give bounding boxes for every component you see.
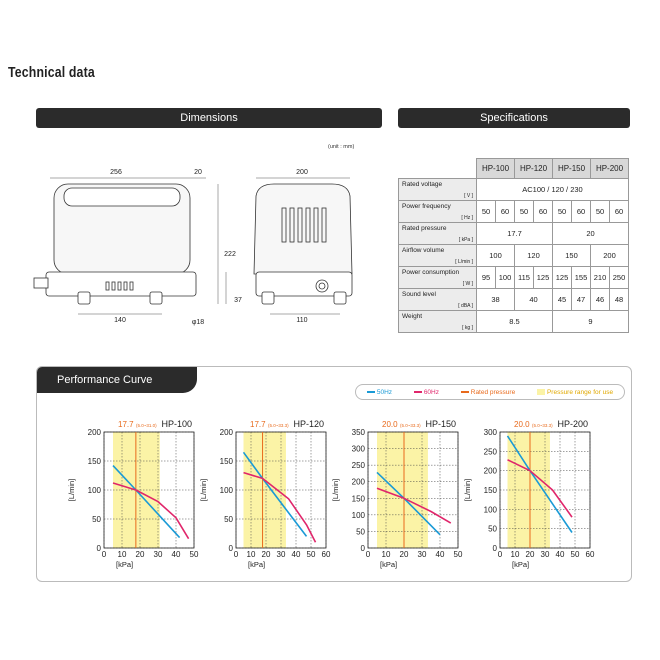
- spec-value-cell: 210: [591, 266, 610, 288]
- x-tick-label: 10: [246, 550, 256, 559]
- y-tick-label: 150: [87, 457, 101, 466]
- rated-pressure-label: 17.7: [118, 420, 134, 429]
- x-tick-label: 0: [365, 550, 371, 559]
- spec-value-cell: 9: [553, 310, 629, 332]
- x-tick-label: 0: [101, 550, 107, 559]
- spec-value-cell: 100: [496, 266, 515, 288]
- dim-label-width: 200: [296, 169, 308, 176]
- spec-value-cell: 150: [553, 244, 591, 266]
- spec-value-cell: 50: [515, 200, 534, 222]
- spec-value-cell: 38: [477, 288, 515, 310]
- pressure-range-band: [377, 432, 428, 548]
- spec-label-text: Weight: [402, 312, 423, 320]
- spec-label-text: Sound level: [402, 290, 436, 298]
- x-tick-label: 50: [570, 550, 580, 559]
- x-tick-label: 20: [525, 550, 535, 559]
- chart-legend: [355, 384, 625, 400]
- y-tick-label: 200: [219, 428, 233, 437]
- spec-label-text: Rated voltage: [402, 180, 443, 188]
- y-tick-label: 300: [483, 428, 497, 437]
- legend-label-rated: Rated pressure: [470, 388, 516, 396]
- specifications-header: [398, 108, 630, 128]
- dim-label-offset: 20: [194, 169, 202, 176]
- x-tick-label: 40: [435, 550, 445, 559]
- y-axis-label: [L/min]: [199, 478, 208, 502]
- unit-note: (unit : mm): [328, 144, 355, 150]
- x-tick-label: 30: [276, 550, 286, 559]
- legend-item-range: [537, 389, 613, 396]
- dim-label-length: 256: [110, 169, 122, 176]
- legend-swatch-range: [537, 389, 545, 395]
- chart-hp-120: [198, 412, 334, 572]
- y-tick-label: 100: [483, 505, 497, 515]
- dim-label-outlet-dia: φ18: [191, 319, 205, 326]
- y-tick-label: 250: [483, 447, 497, 457]
- dimension-drawing: [30, 160, 360, 330]
- spec-row: [399, 266, 629, 288]
- y-tick-label: 50: [488, 524, 497, 534]
- spec-value-cell: 46: [591, 288, 610, 310]
- legend-item-60hz: [414, 389, 439, 396]
- x-tick-label: 30: [540, 550, 550, 559]
- spec-value-cell: 125: [553, 266, 572, 288]
- spec-row-label: [399, 178, 477, 200]
- spec-model-header: HP-150: [553, 159, 591, 179]
- x-tick-label: 40: [291, 550, 301, 559]
- y-tick-label: 0: [96, 544, 101, 553]
- spec-unit-text: [ kPa ]: [458, 236, 473, 243]
- spec-label-text: Power consumption: [402, 268, 460, 276]
- y-tick-label: 50: [224, 515, 233, 524]
- side-foot-left: [78, 292, 90, 304]
- x-tick-label: 20: [135, 550, 145, 559]
- spec-unit-text: [ L/min ]: [455, 258, 473, 265]
- spec-value-cell: AC100 / 120 / 230: [477, 178, 629, 200]
- front-foot-left: [262, 292, 274, 304]
- spec-row: [399, 178, 629, 200]
- dim-label-base-height: 37: [234, 297, 242, 304]
- pressure-range-label: (5.0~33.3): [532, 423, 553, 428]
- front-view-body: [254, 184, 352, 274]
- x-tick-label: 50: [306, 550, 316, 559]
- chart-title: HP-150: [425, 419, 456, 429]
- spec-unit-text: [ dBA ]: [458, 302, 473, 309]
- rated-pressure-label: 17.7: [250, 420, 266, 429]
- chart-title: HP-100: [161, 419, 192, 429]
- chart-hp-100: [66, 412, 202, 572]
- y-tick-label: 50: [92, 515, 101, 524]
- x-axis-label: [kPa]: [248, 560, 266, 569]
- x-axis-label: [kPa]: [512, 560, 530, 569]
- spec-value-cell: 20: [553, 222, 629, 244]
- pressure-range-label: (5.0~33.3): [268, 423, 289, 428]
- spec-value-cell: 200: [591, 244, 629, 266]
- x-tick-label: 60: [585, 550, 595, 559]
- side-view-top: [64, 188, 180, 206]
- legend-swatch-60hz: [414, 391, 422, 393]
- y-tick-label: 200: [351, 477, 365, 487]
- spec-value-cell: 120: [515, 244, 553, 266]
- dimensions-header: [36, 108, 382, 128]
- spec-value-cell: 47: [572, 288, 591, 310]
- x-axis-label: [kPa]: [116, 560, 134, 569]
- x-tick-label: 0: [497, 550, 503, 559]
- spec-row-label: [399, 200, 477, 222]
- y-tick-label: 300: [351, 444, 365, 454]
- spec-model-header: HP-200: [591, 159, 629, 179]
- spec-value-cell: 60: [572, 200, 591, 222]
- performance-header: [37, 367, 197, 393]
- front-foot-right: [334, 292, 346, 304]
- performance-header-label: Performance Curve: [57, 374, 153, 386]
- legend-item-rated: [461, 389, 515, 396]
- x-tick-label: 20: [261, 550, 271, 559]
- y-tick-label: 150: [351, 494, 365, 504]
- spec-value-cell: 50: [553, 200, 572, 222]
- x-tick-label: 20: [399, 550, 409, 559]
- x-tick-label: 10: [510, 550, 520, 559]
- spec-value-cell: 17.7: [477, 222, 553, 244]
- spec-label-text: Rated pressure: [402, 224, 447, 232]
- specifications-table: [398, 158, 629, 333]
- x-tick-label: 50: [189, 550, 199, 559]
- spec-value-cell: 40: [515, 288, 553, 310]
- dimensions-header-label: Dimensions: [180, 112, 238, 124]
- legend-swatch-50hz: [367, 391, 375, 393]
- dim-label-foot-width: 110: [296, 317, 308, 324]
- specifications-header-label: Specifications: [480, 112, 548, 124]
- y-tick-label: 200: [483, 466, 497, 476]
- legend-label-50hz: 50Hz: [376, 388, 393, 396]
- y-tick-label: 0: [228, 544, 233, 553]
- x-axis-label: [kPa]: [380, 560, 398, 569]
- spec-value-cell: 8.5: [477, 310, 553, 332]
- y-tick-label: 150: [219, 457, 233, 466]
- dim-label-foot-span: 140: [114, 317, 126, 324]
- x-tick-label: 0: [233, 550, 239, 559]
- spec-unit-text: [ kg ]: [462, 324, 473, 331]
- y-tick-label: 0: [360, 544, 365, 553]
- y-tick-label: 100: [351, 510, 365, 520]
- spec-label-text: Airflow volume: [402, 246, 445, 254]
- spec-header-blank: [399, 159, 477, 179]
- spec-unit-text: [ V ]: [464, 192, 473, 199]
- spec-unit-text: [ Hz ]: [461, 214, 473, 221]
- spec-value-cell: 95: [477, 266, 496, 288]
- spec-row: [399, 222, 629, 244]
- spec-row: [399, 288, 629, 310]
- x-tick-label: 60: [321, 550, 331, 559]
- legend-label-range: Pressure range for use: [546, 388, 614, 396]
- spec-model-header: HP-120: [515, 159, 553, 179]
- spec-row: [399, 200, 629, 222]
- side-foot-right: [150, 292, 162, 304]
- chart-title: HP-200: [557, 419, 588, 429]
- spec-header-row: [399, 159, 629, 179]
- dim-label-height: 222: [224, 251, 236, 258]
- spec-value-cell: 60: [534, 200, 553, 222]
- y-tick-label: 200: [87, 428, 101, 437]
- spec-model-header: HP-100: [477, 159, 515, 179]
- y-tick-label: 50: [356, 527, 365, 537]
- page-title: Technical data: [8, 64, 95, 81]
- pressure-range-band: [244, 432, 286, 548]
- rated-pressure-label: 20.0: [382, 420, 398, 429]
- legend-item-50hz: [367, 389, 392, 396]
- x-tick-label: 30: [153, 550, 163, 559]
- spec-value-cell: 60: [496, 200, 515, 222]
- y-tick-label: 350: [351, 428, 365, 437]
- spec-row-label: [399, 266, 477, 288]
- spec-value-cell: 50: [591, 200, 610, 222]
- spec-value-cell: 50: [477, 200, 496, 222]
- x-tick-label: 50: [453, 550, 463, 559]
- y-tick-label: 0: [492, 544, 497, 553]
- spec-unit-text: [ W ]: [462, 280, 473, 287]
- side-view-outlet: [34, 278, 48, 288]
- spec-row: [399, 310, 629, 332]
- chart-hp-200: [462, 412, 598, 572]
- spec-row: [399, 244, 629, 266]
- spec-row-label: [399, 310, 477, 332]
- spec-value-cell: 60: [610, 200, 629, 222]
- y-axis-label: [L/min]: [331, 478, 340, 502]
- y-tick-label: 100: [87, 486, 101, 495]
- chart-hp-150: [330, 412, 466, 572]
- y-axis-label: [L/min]: [463, 478, 472, 502]
- spec-value-cell: 115: [515, 266, 534, 288]
- spec-value-cell: 100: [477, 244, 515, 266]
- spec-row-label: [399, 222, 477, 244]
- spec-value-cell: 125: [534, 266, 553, 288]
- x-tick-label: 30: [417, 550, 427, 559]
- pressure-range-label: (5.0~33.3): [400, 423, 421, 428]
- spec-value-cell: 155: [572, 266, 591, 288]
- spec-value-cell: 250: [610, 266, 629, 288]
- x-tick-label: 10: [381, 550, 391, 559]
- spec-label-text: Power frequency: [402, 202, 451, 210]
- y-tick-label: 250: [351, 461, 365, 471]
- spec-row-label: [399, 244, 477, 266]
- spec-row-label: [399, 288, 477, 310]
- chart-title: HP-120: [293, 419, 324, 429]
- pressure-range-label: (5.0~31.0): [136, 423, 157, 428]
- legend-swatch-rated: [461, 391, 469, 393]
- rated-pressure-label: 20.0: [514, 420, 530, 429]
- x-tick-label: 40: [171, 550, 181, 559]
- legend-label-60hz: 60Hz: [423, 388, 439, 396]
- y-tick-label: 150: [483, 486, 497, 495]
- y-axis-label: [L/min]: [67, 478, 76, 502]
- spec-value-cell: 45: [553, 288, 572, 310]
- x-tick-label: 40: [555, 550, 565, 559]
- x-tick-label: 10: [117, 550, 127, 559]
- spec-value-cell: 48: [610, 288, 629, 310]
- y-tick-label: 100: [219, 486, 233, 495]
